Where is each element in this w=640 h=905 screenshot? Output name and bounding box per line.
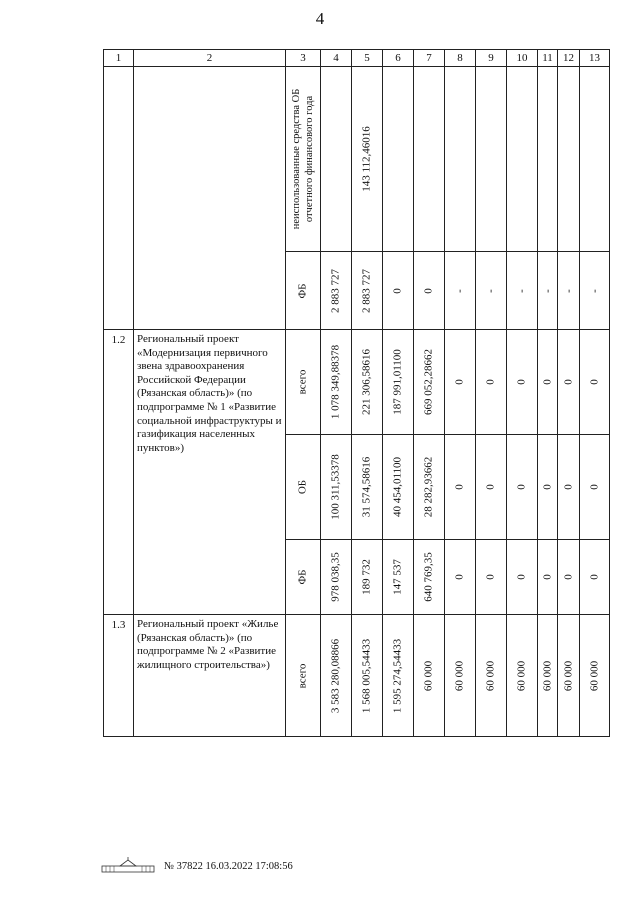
value-cell	[580, 435, 610, 540]
cell-value: 187 991,01100	[391, 349, 404, 415]
value-cell	[538, 540, 558, 615]
cell-value: 640 769,35	[422, 552, 435, 602]
row-label: всего	[296, 663, 309, 688]
registry-stamp	[100, 857, 156, 875]
cell-value: 0	[453, 574, 466, 580]
value-cell	[352, 540, 383, 615]
label-cell	[286, 615, 321, 737]
cell-value: 0	[453, 484, 466, 490]
value-cell	[558, 252, 580, 330]
value-cell	[507, 67, 538, 252]
value-cell	[538, 252, 558, 330]
value-cell	[476, 67, 507, 252]
value-cell	[352, 435, 383, 540]
cell-value: 60 000	[515, 660, 528, 691]
value-cell	[321, 540, 352, 615]
column-header: 2	[134, 50, 286, 67]
cell-value: 0	[562, 379, 574, 385]
cell-value: 0	[515, 379, 528, 385]
value-cell	[507, 252, 538, 330]
value-cell	[352, 252, 383, 330]
value-cell	[445, 615, 476, 737]
row-id-cell	[104, 67, 134, 330]
row-id-cell: 1.2	[104, 330, 134, 615]
value-cell	[445, 540, 476, 615]
value-cell	[414, 252, 445, 330]
value-cell	[321, 330, 352, 435]
budget-table	[103, 49, 610, 737]
column-header: 7	[414, 50, 445, 67]
value-cell	[538, 330, 558, 435]
cell-value: -	[588, 288, 600, 293]
cell-value: -	[484, 288, 497, 293]
value-cell	[414, 67, 445, 252]
column-header: 5	[352, 50, 383, 67]
value-cell	[476, 252, 507, 330]
value-cell	[321, 435, 352, 540]
cell-value: 1 078 349,88378	[329, 344, 342, 420]
value-cell	[558, 615, 580, 737]
value-cell	[580, 540, 610, 615]
cell-value: 0	[515, 574, 528, 580]
cell-value: 60 000	[588, 660, 600, 691]
value-cell	[476, 615, 507, 737]
cell-value: 0	[453, 379, 466, 385]
value-cell	[414, 330, 445, 435]
value-cell	[445, 252, 476, 330]
cell-value: 0	[484, 379, 497, 385]
cell-value: 143 112,46016	[360, 126, 373, 192]
row-label: ФБ	[296, 282, 309, 299]
cell-value: 0	[562, 574, 574, 580]
value-cell	[558, 67, 580, 252]
row-label: ФБ	[296, 569, 309, 585]
document-footer	[100, 857, 293, 875]
value-cell	[507, 615, 538, 737]
value-cell	[352, 67, 383, 252]
row-description-cell: Региональный проект «Жилье (Рязанская область)» (по подпрограмме № 2 «Развитие жилищного строительства»)	[134, 615, 286, 737]
value-cell	[558, 540, 580, 615]
value-cell	[383, 330, 414, 435]
cell-value: 60 000	[422, 660, 435, 691]
header-row	[104, 50, 610, 67]
column-header: 11	[538, 50, 558, 67]
cell-value: 3 583 280,08866	[329, 638, 342, 713]
cell-value: -	[453, 288, 466, 293]
row-id-cell: 1.3	[104, 615, 134, 737]
cell-value: 0	[515, 484, 528, 490]
value-cell	[352, 615, 383, 737]
value-cell	[414, 540, 445, 615]
cell-value: 189 732	[360, 559, 373, 595]
cell-value: 147 537	[391, 559, 404, 595]
cell-value: 0	[422, 287, 435, 294]
value-cell	[445, 435, 476, 540]
column-header: 13	[580, 50, 610, 67]
column-header: 8	[445, 50, 476, 67]
value-cell	[321, 615, 352, 737]
label-cell	[286, 540, 321, 615]
column-header: 1	[104, 50, 134, 67]
cell-value: 0	[588, 574, 600, 580]
value-cell	[321, 67, 352, 252]
label-cell	[286, 67, 321, 252]
value-cell	[445, 330, 476, 435]
cell-value: 1 568 005,54433	[360, 638, 373, 713]
value-cell	[476, 435, 507, 540]
cell-value: 2 883 727	[329, 268, 342, 313]
table-row	[104, 67, 610, 252]
cell-value: -	[562, 288, 574, 293]
cell-value: 60 000	[562, 660, 574, 691]
value-cell	[414, 435, 445, 540]
table-row	[104, 615, 610, 737]
cell-value: 1 595 274,54433	[391, 638, 404, 713]
value-cell	[580, 330, 610, 435]
row-description-cell	[134, 67, 286, 330]
label-cell	[286, 252, 321, 330]
cell-value: 0	[484, 484, 497, 490]
cell-value: -	[541, 288, 553, 293]
cell-value: 0	[588, 379, 600, 385]
cell-value: 221 306,58616	[360, 349, 373, 415]
cell-value: 31 574,58616	[360, 456, 373, 518]
value-cell	[507, 330, 538, 435]
cell-value: 2 883 727	[360, 268, 373, 313]
value-cell	[580, 615, 610, 737]
value-cell	[445, 67, 476, 252]
cell-value: 40 454,01100	[391, 456, 404, 518]
cell-value: 978 038,35	[329, 552, 342, 602]
building-icon	[100, 857, 156, 875]
cell-value: 28 282,93662	[422, 456, 435, 518]
column-header: 9	[476, 50, 507, 67]
value-cell	[414, 615, 445, 737]
value-cell	[383, 252, 414, 330]
page-number: 4	[315, 9, 325, 28]
cell-value: 60 000	[484, 660, 497, 691]
value-cell	[383, 540, 414, 615]
cell-value: 0	[541, 484, 553, 490]
value-cell	[507, 435, 538, 540]
value-cell	[580, 252, 610, 330]
label-cell	[286, 435, 321, 540]
value-cell	[558, 330, 580, 435]
value-cell	[538, 435, 558, 540]
cell-value: -	[515, 288, 528, 293]
value-cell	[580, 67, 610, 252]
cell-value: 0	[484, 574, 497, 580]
value-cell	[383, 435, 414, 540]
column-header: 12	[558, 50, 580, 67]
column-header: 3	[286, 50, 321, 67]
value-cell	[476, 330, 507, 435]
cell-value: 669 052,28662	[422, 349, 435, 415]
value-cell	[538, 615, 558, 737]
cell-value: 100 311,53378	[329, 454, 342, 520]
column-header: 4	[321, 50, 352, 67]
value-cell	[476, 540, 507, 615]
label-cell	[286, 330, 321, 435]
value-cell	[538, 67, 558, 252]
cell-value: 60 000	[453, 660, 466, 691]
value-cell	[507, 540, 538, 615]
value-cell	[383, 67, 414, 252]
cell-value: 0	[541, 379, 553, 385]
cell-value: 0	[541, 574, 553, 580]
value-cell	[383, 615, 414, 737]
row-label: ОБ	[296, 479, 309, 495]
cell-value: 0	[391, 287, 404, 294]
row-label: неиспользованные средства ОБ отчетного финансового года	[291, 88, 315, 230]
value-cell	[352, 330, 383, 435]
cell-value: 60 000	[541, 660, 553, 691]
row-label: всего	[296, 369, 309, 395]
cell-value: 0	[562, 484, 574, 490]
value-cell	[558, 435, 580, 540]
cell-value: 0	[588, 484, 600, 490]
registration-number: № 37822 16.03.2022 17:08:56	[164, 860, 293, 872]
column-header: 6	[383, 50, 414, 67]
column-header: 10	[507, 50, 538, 67]
value-cell	[321, 252, 352, 330]
table-row	[104, 330, 610, 435]
row-description-cell: Региональный проект «Модернизация первичного звена здравоохранения Российской Федерации (Рязанская область)» (по подпрограмме № 1 «Развитие социальной инфраструктуры и газификация населенных пунктов»)	[134, 330, 286, 615]
